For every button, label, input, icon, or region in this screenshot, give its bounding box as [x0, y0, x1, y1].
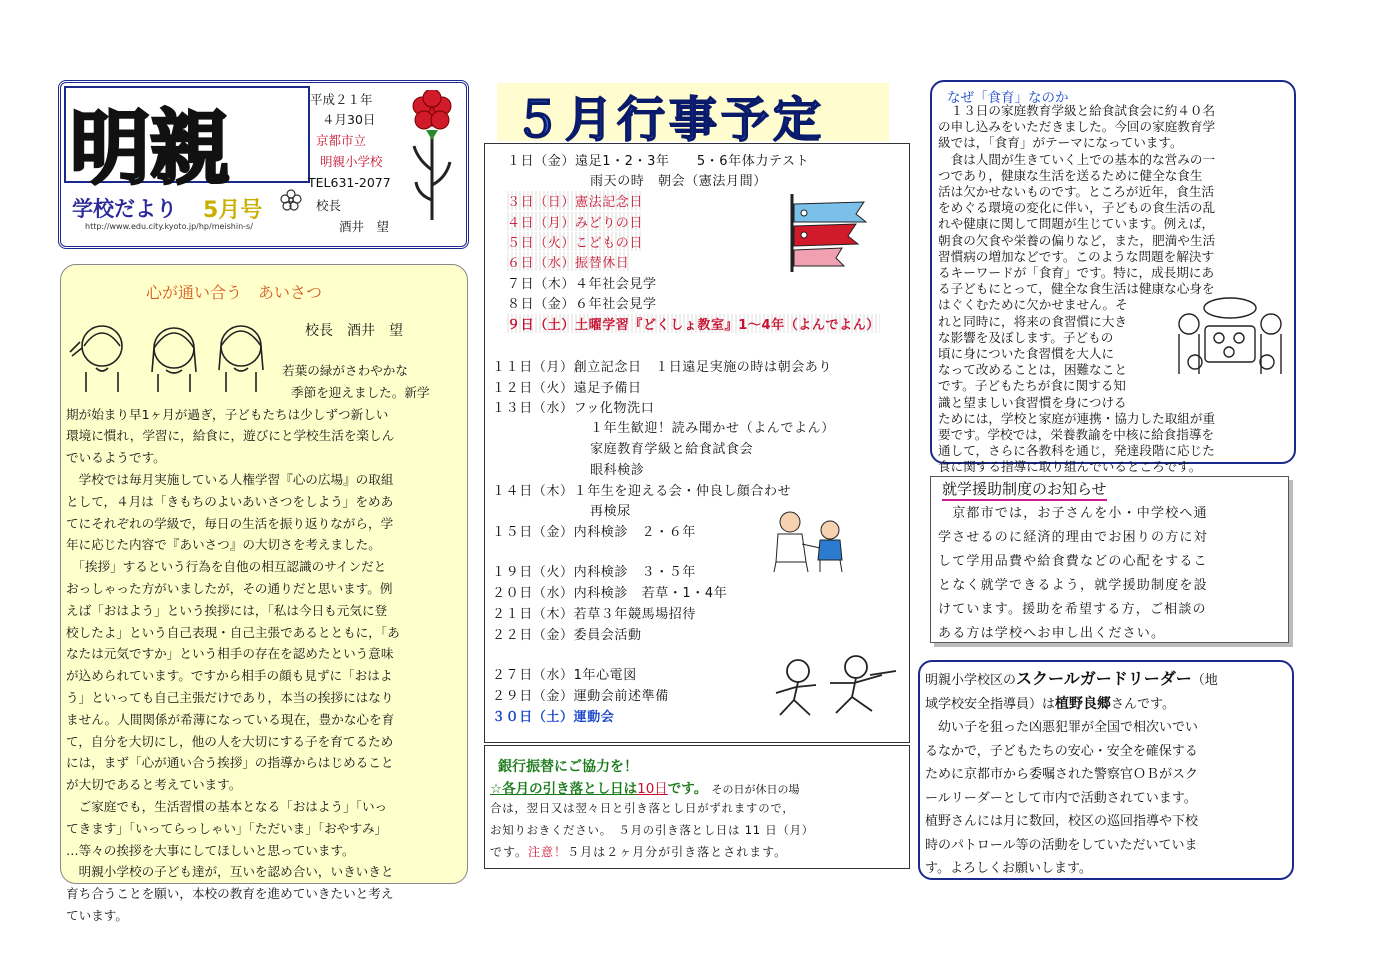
guard-line-1	[925, 667, 1287, 693]
food-line: 級では，「食育」がテーマになっています。	[938, 135, 1183, 151]
food-line: １３日の家庭教育学級と給食試食会に約４０名	[938, 103, 1216, 118]
food-line: る子どもにとって，健全な食生活は健康な心身を	[938, 281, 1215, 297]
date-year: 平成２１年	[310, 92, 373, 107]
food-line: 食は人間が生きていく上での基本的な営みの一	[938, 151, 1216, 167]
school-aid-text	[938, 502, 1282, 646]
food-line: れや健康に関して問題が生じています。例えば，	[938, 216, 1215, 232]
aid-line: 学させるのに経済的理由でお困りの方に対	[938, 530, 1208, 545]
event-item: ２９日（金）運動会前述準備	[492, 689, 669, 704]
food-line: ためには，学校と家庭が連携・協力した取組が重	[938, 410, 1216, 426]
greeting-title: 心が通い合う あいさつ	[146, 283, 323, 302]
greeting-line: 期が始まり早1ヶ月が過ぎ，子どもたちは少しずつ新しい	[66, 406, 389, 422]
school-aid-title: 就学援助制度のお知らせ	[942, 478, 1107, 501]
food-line: つであり，健康な生活を送るために健全な食生	[938, 167, 1203, 183]
greeting-line: が大切であると考えています。	[66, 777, 242, 793]
principal-label: 校長	[316, 198, 342, 213]
food-line: るキーワードが「食育」です。特に，成長期にあ	[938, 265, 1215, 281]
greeting-line: 若葉の緑がさわやかな	[282, 363, 408, 378]
greeting-author: 校長 酒井 望	[305, 323, 403, 339]
event-item: 眼科検診	[590, 463, 645, 478]
guard-line: 植野さんには月に数回，校区の巡回指導や下校	[925, 814, 1199, 829]
bank-lead-text: ☆各月の引き落とし日は	[490, 781, 638, 797]
aid-line: して学用品費や給食費などの心配をするこ	[938, 554, 1208, 569]
guard-line: ールリーダーとして市内で活動されています。	[925, 790, 1197, 806]
date-day: ４月30日	[322, 112, 376, 127]
greeting-line: 明親小学校の子ども達が，互いを認め合い，いきいきと	[66, 864, 394, 880]
event-item: ２２日（金）委員会活動	[492, 628, 642, 643]
greeting-line: が込められています。ですから相手の顔も見ずに「おはよ	[66, 668, 393, 684]
greeting-line: てにそれぞれの学級で，毎日の生活を振り返りながら，学	[66, 515, 394, 531]
event-item-sports-day: ３０日（土）運動会	[492, 710, 615, 725]
aid-line: ある方は学校へお申し出ください。	[938, 626, 1166, 641]
event-item: ２７日（水）1年心電図	[492, 668, 637, 683]
greeting-line: 校したよ」という自己表現・自己主張であるとともに，「あ	[66, 624, 400, 640]
greeting-line: て，自分を大切にし，他の人を大切にする子を育てるため	[66, 733, 394, 749]
greeting-line: 「挨拶」するという行為を自他の相互認識のサインだと	[66, 559, 387, 575]
event-item: ２１日（木）若草３年競馬場招待	[492, 607, 697, 622]
school-phone: TEL631-2077	[308, 175, 391, 190]
newsletter-logo: 明親	[70, 102, 230, 195]
greeting-line: ご家庭でも，生活習慣の基本となる「おはよう」「いっ	[66, 798, 388, 814]
event-item: １３日（水）フッ化物洗口	[492, 401, 655, 416]
event-item: １４日（木）１年生を迎える会・仲良し顔合わせ	[492, 484, 792, 499]
event-item: １１日（月）創立記念日 １日遠足実施の時は朝会あり	[492, 360, 833, 375]
school-city: 京都市立	[316, 133, 367, 148]
principal-name: 酒井 望	[339, 219, 390, 234]
event-item: ８日（金）６年社会見学	[507, 297, 657, 312]
greeting-line: てきます」「いってらっしゃい」「ただいま」「おやすみ」	[66, 820, 388, 836]
bank-lead	[490, 777, 800, 797]
guard-line-1-post: （地	[1191, 673, 1218, 688]
food-line: なって改めることは，困難なこと	[938, 362, 1127, 378]
food-line: 識と望ましい食習慣を身につける	[938, 394, 1127, 410]
event-item: ２０日（水）内科検診 若草・1・4年	[492, 586, 728, 601]
guard-line-2-post: さんです。	[1111, 696, 1175, 712]
food-line: 通して，さらに各教科を通じ，発達段階に応じた	[938, 443, 1215, 459]
event-item: １９日（火）内科検診 ３・５年	[492, 565, 697, 580]
food-line: の申し込みをいただきました。今回の家庭教育学	[938, 119, 1216, 135]
greeting-line: 学校では毎月実施している人権学習『心の広場』の取組	[66, 471, 394, 487]
bank-body-1: その日が休日の場	[711, 783, 800, 796]
flower-icon	[279, 188, 303, 212]
schedule-title-banner	[497, 83, 889, 148]
school-name: 明親小学校	[320, 154, 383, 169]
greeting-line: えば「おはよう」という挨拶には，「私は今日も元気に登	[66, 602, 388, 618]
food-line: 活は欠かせないものです。ところが近年，食生活	[938, 184, 1215, 200]
event-item-holiday: ３日（日）憲法記念日	[507, 191, 643, 210]
food-line: です。子どもたちが食に関する知	[938, 378, 1126, 394]
bank-body-4-pre: です。	[490, 845, 529, 859]
guard-line-2-pre: 域学校安全指導員）は	[925, 696, 1056, 712]
schedule-title: ５月行事予定	[513, 92, 826, 148]
event-item: 家庭教育学級と給食試食会	[590, 442, 754, 457]
event-item-holiday: ４日（月）みどりの日	[507, 212, 643, 231]
bank-body-4-post: ５月は２ヶ月分が引き落とされます。	[567, 845, 788, 859]
guard-line: す。よろしくお願いします。	[925, 861, 1092, 876]
newsletter-subtitle: 学校だより	[72, 197, 177, 221]
guard-line-1-pre: 明親小学校区の	[925, 673, 1017, 688]
food-line: をめぐる環境の変化に伴い，子どもの食生活の乱	[938, 200, 1216, 216]
guard-line: 時のパトロール等の活動をしていただいていま	[925, 837, 1198, 853]
food-line: 習慣病の増加などです。このような問題を解決す	[938, 248, 1215, 264]
food-line: 朝食の欠食や栄養の偏りなど，また，肥満や生活	[938, 232, 1216, 248]
bank-body-3: お知りおきください。 ５月の引き落とし日は 11 日（月）	[490, 823, 815, 837]
bank-body-2: 合は，翌日又は翌々日と引き落とし日がずれますので，	[490, 801, 795, 815]
guard-line: るなかで，子どもたちの安心・安全を確保する	[925, 743, 1198, 759]
medical-checkup-illustration	[772, 510, 852, 574]
event-item: １２日（火）遠足予備日	[492, 381, 642, 396]
greeting-line: ています。	[66, 907, 128, 923]
bank-title: 銀行振替にご協力を！	[498, 759, 638, 775]
school-guard-text	[925, 667, 1287, 881]
food-line: はぐくむために欠かせません。そ	[938, 297, 1128, 313]
food-line: 頃に身についた食習慣を大人に	[938, 346, 1115, 362]
greeting-line: なたは元気ですか」という相手の存在を認めたという意味	[66, 646, 394, 662]
guard-line-2	[925, 693, 1287, 717]
guard-name: 植野良郷	[1055, 695, 1112, 712]
event-item: １年生歓迎！読み聞かせ（よんでよん）	[590, 421, 835, 436]
food-line: な影響を及ぼします。子どもの	[938, 329, 1114, 345]
greeting-line: 年に応じた内容で『あいさつ』の大切さを考えました。	[66, 537, 381, 553]
event-item: 再検尿	[590, 504, 631, 519]
bank-lead-end: です。	[667, 781, 708, 797]
guard-line: 幼い子を狙った凶悪犯罪が全国で相次いでい	[925, 720, 1199, 735]
food-line: 食に関する指導に取り組んでいるところです。	[938, 459, 1202, 475]
greeting-line: として，４月は「きもちのよいあいさつをしよう」をめあ	[66, 493, 394, 509]
koinobori-illustration	[782, 192, 882, 274]
bank-body-4	[490, 843, 787, 860]
event-item: １５日（金）内科検診 ２・６年	[492, 525, 697, 540]
aid-line: となく就学できるよう，就学援助制度を設	[938, 578, 1208, 593]
greeting-line: ません。人間関係が希薄になっている現在，豊かな心を育	[66, 711, 395, 727]
event-item-holiday: ５日（火）こどもの日	[507, 232, 643, 251]
family-meal-illustration	[1175, 290, 1285, 382]
food-education-title: なぜ「食育」なのか	[947, 90, 1069, 106]
food-line: れと同時に，将来の食習慣に大き	[938, 313, 1127, 329]
event-item-saturday-study: ９日（土）土曜学習『どくしょ教室』1～4年（よんでよん）	[507, 314, 880, 333]
guard-role: スクールガードリーダー	[1016, 669, 1192, 688]
greeting-line: でいるようです。	[66, 450, 166, 466]
aid-line: 京都市では，お子さんを小・中学校へ通	[938, 506, 1208, 521]
greeting-line: う」といっても自己主張だけであり，本当の挨拶にはなり	[66, 689, 394, 705]
event-item-holiday: ６日（水）振替休日	[507, 252, 629, 271]
guard-line: ために京都市から委嘱された警察官ＯＢがスク	[925, 767, 1199, 782]
event-item: ７日（木）４年社会見学	[507, 277, 657, 292]
food-line: 要です。学校では，栄養教諭を中核に給食指導を	[938, 427, 1215, 443]
event-item: １日（金）遠足1・2・3年 5・6年体力テスト	[507, 154, 810, 169]
greeting-line: …等々の挨拶を大事にしてほしいと思っています。	[66, 842, 355, 858]
event-item: 雨天の時 朝会（憲法月間）	[590, 174, 767, 189]
aid-line: けています。援助を希望する方，ご相談の	[938, 602, 1207, 617]
bank-lead-date: 10日	[637, 781, 668, 797]
school-url[interactable]: http://www.edu.city.kyoto.jp/hp/meishin-s/	[85, 222, 253, 231]
carnation-illustration	[408, 90, 456, 225]
bank-note: 注意！	[528, 845, 568, 859]
running-children-illustration	[770, 655, 900, 720]
greeting-line: 育ち合うことを願い，本校の教育を進めていきたいと考え	[66, 886, 394, 902]
greeting-text	[66, 360, 462, 927]
issue-label: 5月号	[203, 198, 263, 223]
greeting-line: には，まず「心が通い合う挨拶」の指導からはじめること	[66, 755, 394, 771]
greeting-line: 環境に慣れ，学習に，給食に，遊びにと学校生活を楽しん	[66, 428, 395, 444]
greeting-line: おっしゃった方がいましたが，その通りだと思います。例	[66, 580, 393, 596]
greeting-line: 季節を迎えました。新学	[291, 384, 430, 400]
